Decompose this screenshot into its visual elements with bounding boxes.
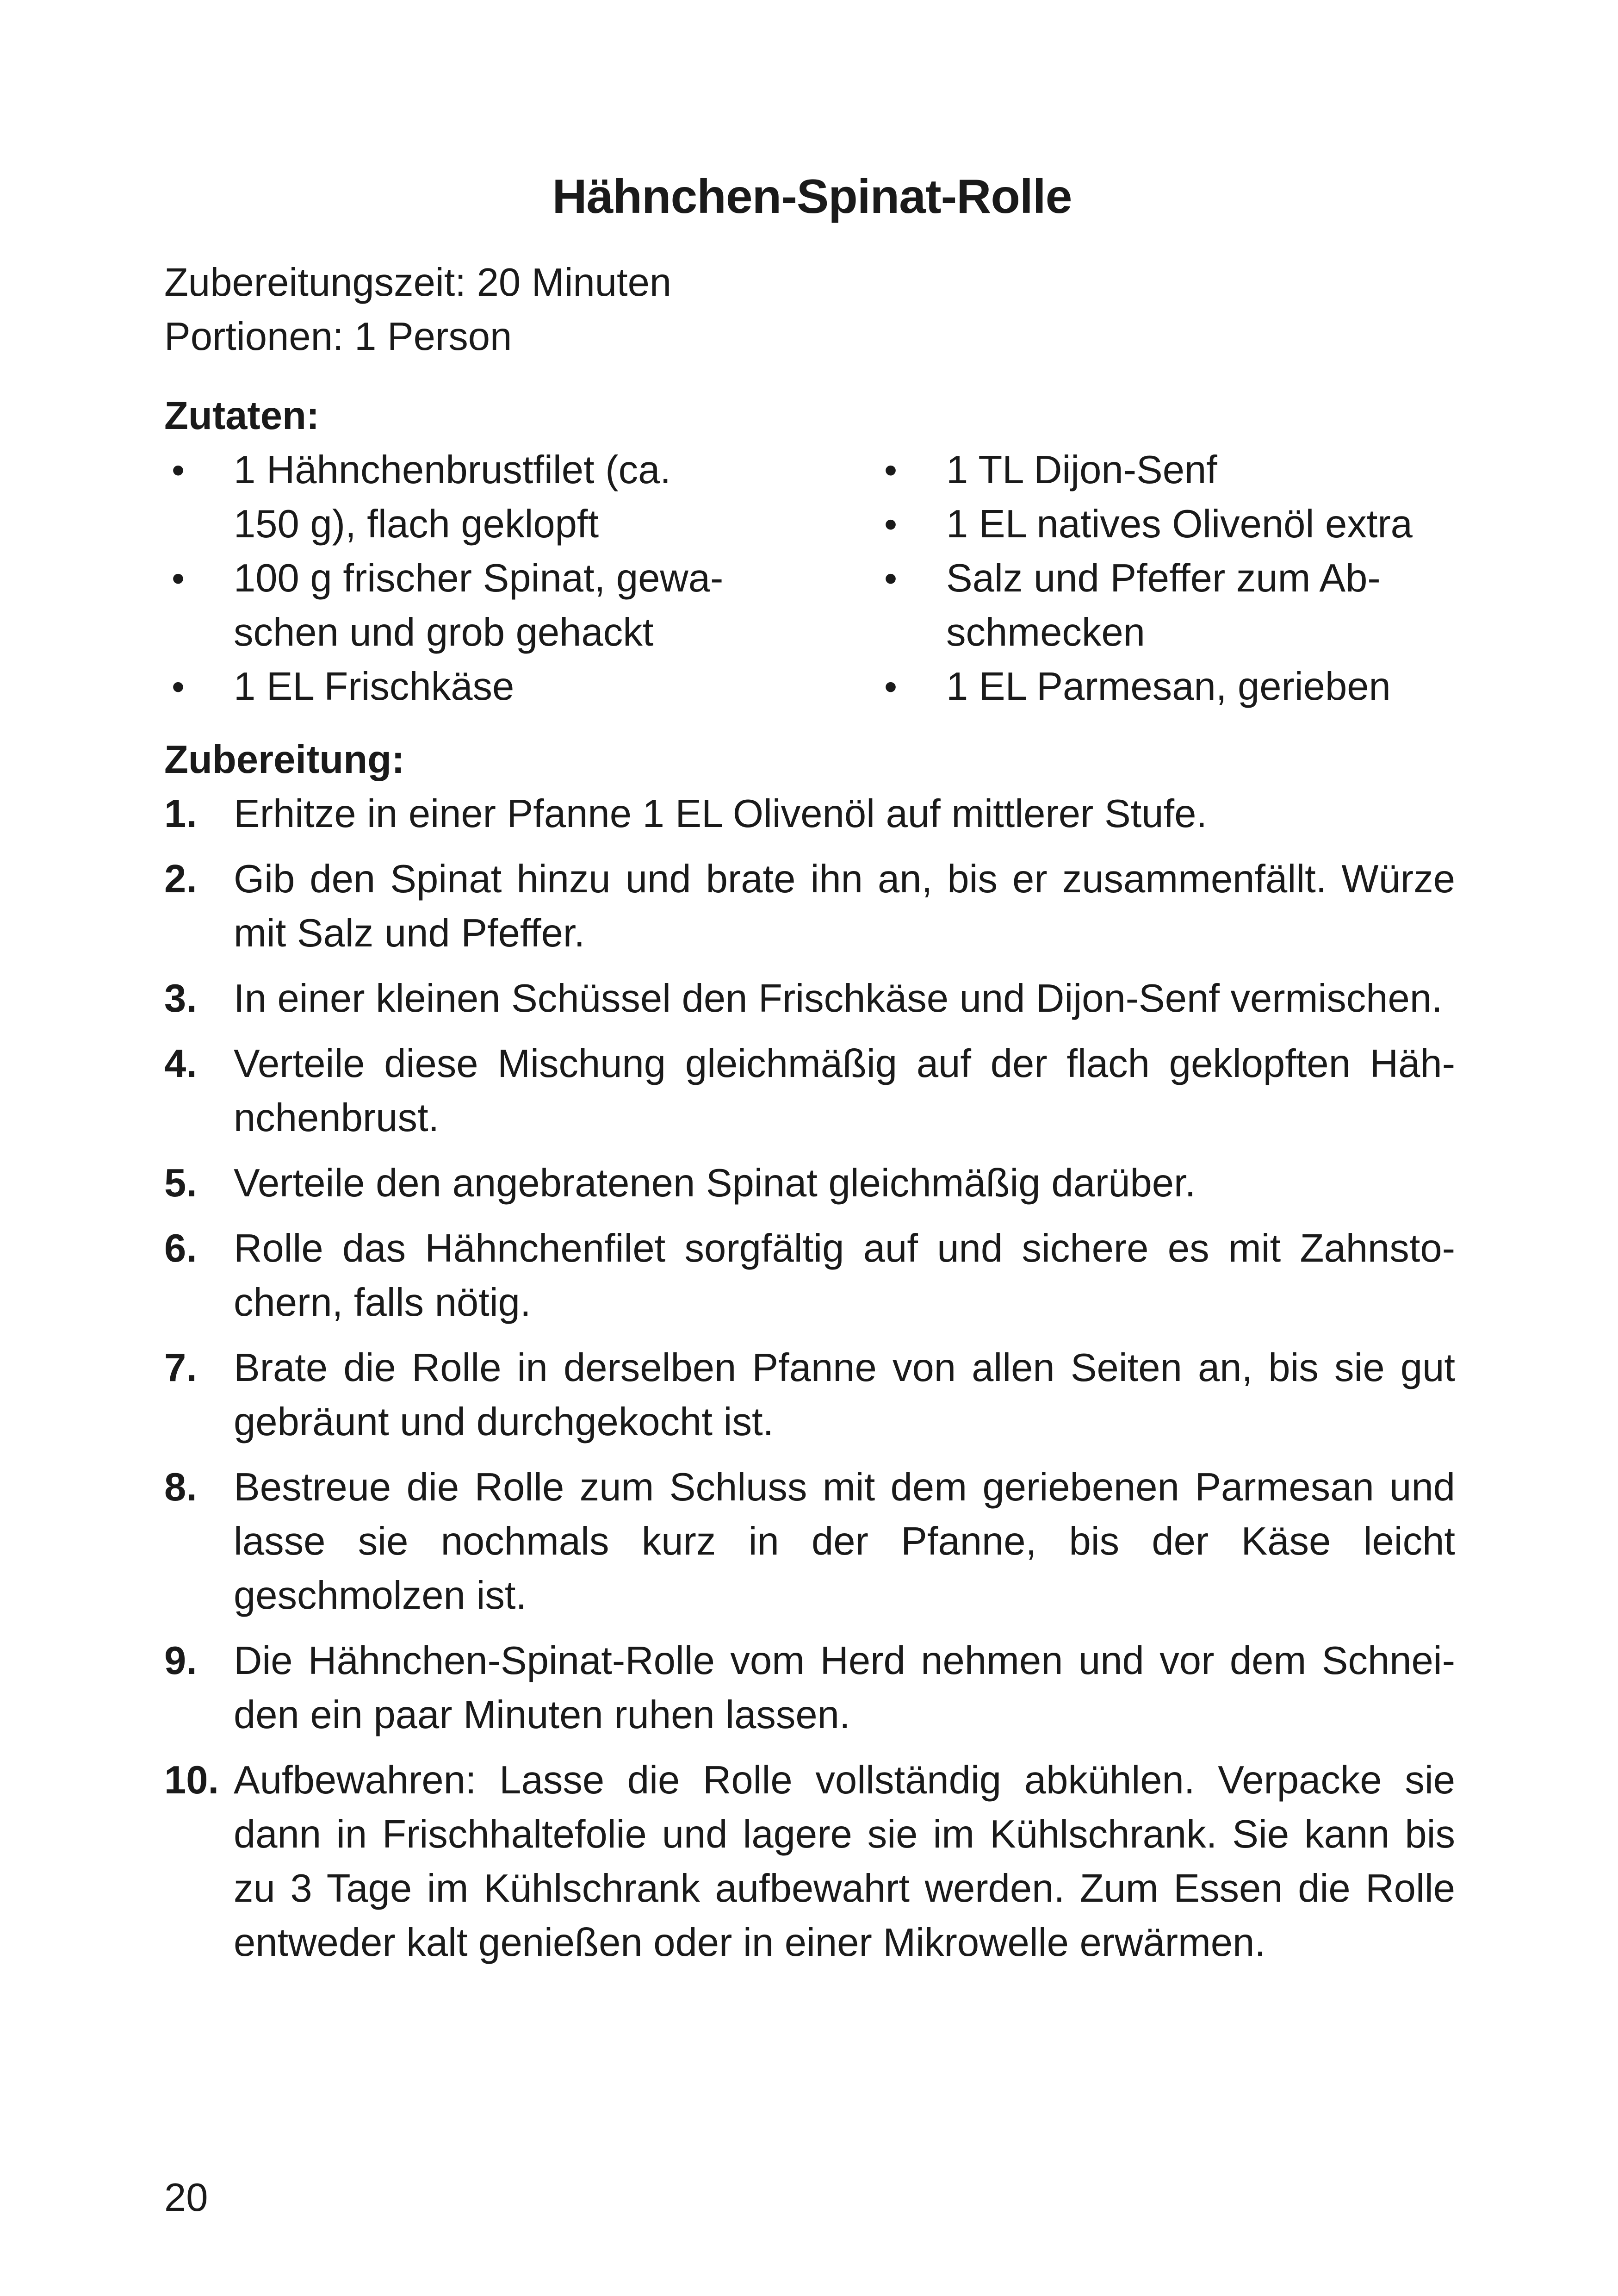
bullet-icon: • [884,504,897,545]
list-item [164,660,738,714]
step-item [164,1341,1455,1449]
step-number: 9. [164,1639,197,1683]
step-item [164,852,1455,960]
bullet-icon: • [171,666,185,707]
step-item [164,787,1455,841]
step-text: In einer kleinen Schüssel den Frischkäse und Dijon-Senf vermischen. [234,977,1443,1020]
list-item [877,660,1460,714]
bullet-icon: • [884,449,897,491]
step-item [164,1753,1455,1970]
list-item [164,443,738,551]
list-item [164,551,738,660]
step-number: 4. [164,1042,197,1086]
list-item [877,497,1460,551]
step-text: Bestreue die Rolle zum Schluss mit dem geriebenen Parmesan und lasse sie nochmals kurz in der Pfanne, bis der Käse leicht geschmolzen ist. [234,1465,1455,1618]
recipe-title: Hähnchen-Spinat-Rolle [552,170,1072,224]
step-text: Verteile den angebratenen Spinat gleichmäßig darüber. [234,1161,1196,1205]
step-item [164,971,1455,1026]
bullet-icon: • [884,666,897,707]
ingredient-text: 1 EL Parmesan, gerieben [946,665,1391,709]
preparation-steps [164,787,1455,1981]
list-item [877,551,1460,660]
step-item [164,1460,1455,1623]
bullet-icon: • [171,449,185,491]
step-number: 8. [164,1465,197,1509]
page-number: 20 [164,2176,208,2220]
ingredient-text: 1 TL Dijon-Senf [946,448,1217,492]
preparation-heading: Zubereitung: [164,738,405,782]
step-item [164,1037,1455,1145]
ingredient-text: Salz und Pfeffer zum Abschmecken [946,556,1381,654]
step-text: Aufbewahren: Lasse die Rolle vollständig abkühlen. Verpacke sie dann in Frischhaltefolie und lagere sie im Kühlschrank. Sie kann bis zu 3 Tage im Kühlschrank aufbewahrt werden. Zum Essen die Rolle entweder kalt genießen oder in einer Mikrowelle erwärmen. [234,1758,1455,1965]
ingredients-heading: Zutaten: [164,394,320,438]
ingredients-list-right [877,443,1460,714]
step-text: Die Hähnchen-Spinat-Rolle vom Herd nehmen und vor dem Schneiden ein paar Minuten ruhen lassen. [234,1639,1455,1737]
bullet-icon: • [884,558,897,599]
step-text: Verteile diese Mischung gleichmäßig auf der flach geklopften Hähnchenbrust. [234,1042,1455,1140]
step-text: Brate die Rolle in derselben Pfanne von allen Seiten an, bis sie gut gebräunt und durchgekocht ist. [234,1346,1455,1444]
recipe-meta [164,255,671,364]
step-number: 3. [164,977,197,1020]
step-number: 7. [164,1346,197,1390]
step-text: Erhitze in einer Pfanne 1 EL Olivenöl auf mittlerer Stufe. [234,792,1208,836]
ingredient-text: 1 Hähnchenbrustfilet (ca. 150 g), flach geklopft [234,448,671,546]
prep-time: Zubereitungszeit: 20 Minuten [164,261,672,305]
step-number: 6. [164,1226,197,1270]
bullet-icon: • [171,558,185,599]
step-number: 10. [164,1758,219,1802]
ingredient-text: 100 g frischer Spinat, gewaschen und grob gehackt [234,556,724,654]
list-item [877,443,1460,497]
step-number: 5. [164,1161,197,1205]
step-item [164,1156,1455,1210]
ingredients-list-left [164,443,738,714]
servings: Portionen: 1 Person [164,315,512,359]
step-number: 1. [164,792,197,836]
ingredient-text: 1 EL Frischkäse [234,665,515,709]
step-text: Rolle das Hähnchenfilet sorgfältig auf und sichere es mit Zahnstochern, falls nötig. [234,1226,1455,1325]
step-text: Gib den Spinat hinzu und brate ihn an, bis er zusammenfällt. Würze mit Salz und Pfeffer. [234,857,1455,955]
ingredient-text: 1 EL natives Olivenöl extra [946,502,1413,546]
step-item [164,1634,1455,1742]
recipe-page [164,0,1460,2296]
step-number: 2. [164,857,197,901]
step-item [164,1221,1455,1330]
